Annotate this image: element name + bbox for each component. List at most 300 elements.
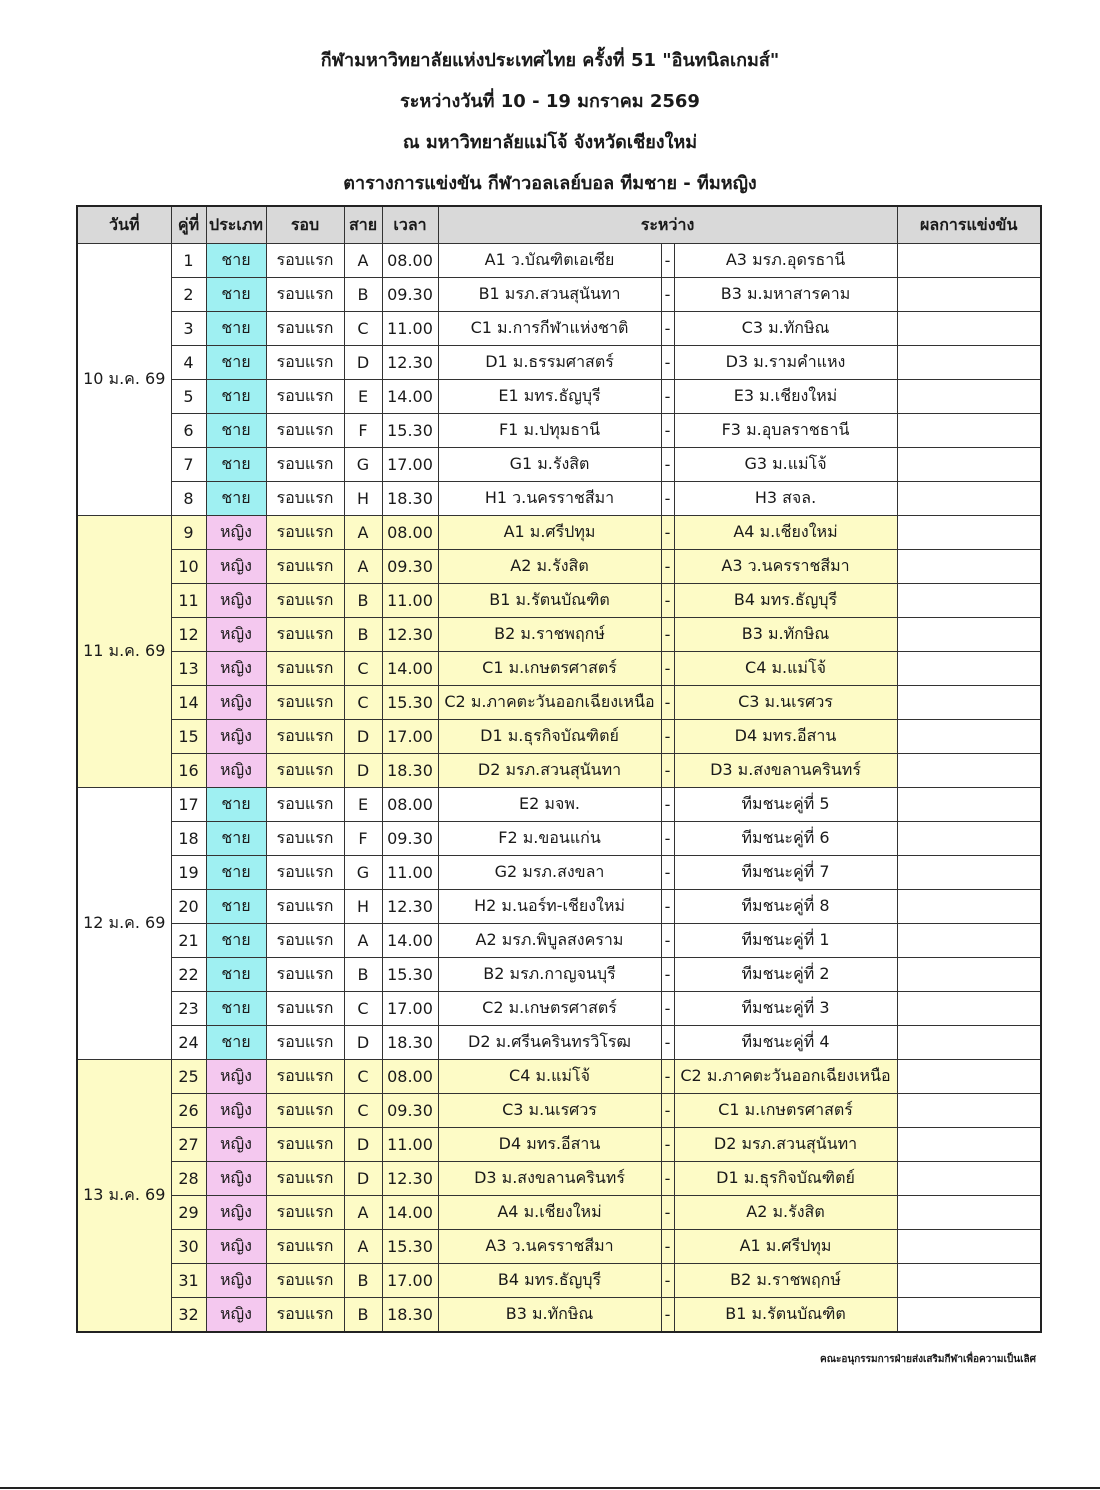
match-number: 31: [171, 1264, 206, 1298]
team-b: D1 ม.ธุรกิจบัณฑิตย์: [674, 1162, 897, 1196]
table-row: [77, 550, 1041, 584]
table-row: [77, 754, 1041, 788]
team-a: A2 ม.รังสิต: [438, 550, 661, 584]
gender-type: หญิง: [206, 550, 266, 584]
round-cell: รอบแรก: [266, 618, 344, 652]
time-cell: 12.30: [382, 346, 438, 380]
table-row: [77, 890, 1041, 924]
gender-type: หญิง: [206, 1196, 266, 1230]
table-row: [77, 380, 1041, 414]
pool-cell: E: [344, 788, 382, 822]
vs-separator: -: [661, 550, 674, 584]
pool-cell: C: [344, 312, 382, 346]
team-a: B1 มรภ.สวนสุนันทา: [438, 278, 661, 312]
pool-cell: G: [344, 856, 382, 890]
round-cell: รอบแรก: [266, 754, 344, 788]
match-number: 28: [171, 1162, 206, 1196]
team-a: D4 มทร.อีสาน: [438, 1128, 661, 1162]
time-cell: 15.30: [382, 414, 438, 448]
round-cell: รอบแรก: [266, 1060, 344, 1094]
result-cell[interactable]: [897, 754, 1041, 788]
date-cell: 13 ม.ค. 69: [77, 1060, 171, 1333]
match-number: 20: [171, 890, 206, 924]
time-cell: 17.00: [382, 992, 438, 1026]
vs-separator: -: [661, 924, 674, 958]
result-cell[interactable]: [897, 482, 1041, 516]
match-number: 29: [171, 1196, 206, 1230]
result-cell[interactable]: [897, 1230, 1041, 1264]
vs-separator: -: [661, 1128, 674, 1162]
result-cell[interactable]: [897, 1060, 1041, 1094]
gender-type: หญิง: [206, 1060, 266, 1094]
match-number: 3: [171, 312, 206, 346]
gender-type: หญิง: [206, 1264, 266, 1298]
match-number: 2: [171, 278, 206, 312]
match-number: 16: [171, 754, 206, 788]
result-cell[interactable]: [897, 1298, 1041, 1333]
time-cell: 09.30: [382, 278, 438, 312]
team-b: B3 ม.มหาสารคาม: [674, 278, 897, 312]
time-cell: 08.00: [382, 1060, 438, 1094]
team-a: D3 ม.สงขลานครินทร์: [438, 1162, 661, 1196]
team-a: C2 ม.ภาคตะวันออกเฉียงเหนือ: [438, 686, 661, 720]
pool-cell: A: [344, 924, 382, 958]
result-cell[interactable]: [897, 652, 1041, 686]
vs-separator: -: [661, 1162, 674, 1196]
pool-cell: F: [344, 414, 382, 448]
round-cell: รอบแรก: [266, 924, 344, 958]
vs-separator: -: [661, 346, 674, 380]
table-row: [77, 448, 1041, 482]
match-number: 24: [171, 1026, 206, 1060]
result-cell[interactable]: [897, 1128, 1041, 1162]
team-a: B1 ม.รัตนบัณฑิต: [438, 584, 661, 618]
team-b: A2 ม.รังสิต: [674, 1196, 897, 1230]
result-cell[interactable]: [897, 1162, 1041, 1196]
gender-type: ชาย: [206, 448, 266, 482]
time-cell: 11.00: [382, 584, 438, 618]
table-row: [77, 1128, 1041, 1162]
col-time: เวลา: [382, 206, 438, 244]
result-cell[interactable]: [897, 788, 1041, 822]
time-cell: 14.00: [382, 652, 438, 686]
round-cell: รอบแรก: [266, 856, 344, 890]
team-a: B2 มรภ.กาญจนบุรี: [438, 958, 661, 992]
vs-separator: -: [661, 1060, 674, 1094]
match-number: 17: [171, 788, 206, 822]
vs-separator: -: [661, 1230, 674, 1264]
time-cell: 18.30: [382, 754, 438, 788]
team-b: C3 ม.นเรศวร: [674, 686, 897, 720]
time-cell: 08.00: [382, 788, 438, 822]
title-games: กีฬามหาวิทยาลัยแห่งประเทศไทย ครั้งที่ 51 "อินทนิลเกมส์": [320, 50, 780, 71]
vs-separator: -: [661, 856, 674, 890]
time-cell: 12.30: [382, 890, 438, 924]
result-cell[interactable]: [897, 278, 1041, 312]
gender-type: หญิง: [206, 754, 266, 788]
pool-cell: D: [344, 346, 382, 380]
team-a: B2 ม.ราชพฤกษ์: [438, 618, 661, 652]
team-b: D3 ม.รามคำแหง: [674, 346, 897, 380]
team-b: G3 ม.แม่โจ้: [674, 448, 897, 482]
table-row: [77, 788, 1041, 822]
match-number: 18: [171, 822, 206, 856]
result-cell[interactable]: [897, 380, 1041, 414]
gender-type: ชาย: [206, 890, 266, 924]
team-a: F1 ม.ปทุมธานี: [438, 414, 661, 448]
round-cell: รอบแรก: [266, 1196, 344, 1230]
col-pool: สาย: [344, 206, 382, 244]
col-result: ผลการแข่งขัน: [897, 206, 1041, 244]
table-row: [77, 584, 1041, 618]
team-b: D4 มทร.อีสาน: [674, 720, 897, 754]
team-b: ทีมชนะคู่ที่ 7: [674, 856, 897, 890]
match-number: 1: [171, 244, 206, 278]
table-row: [77, 958, 1041, 992]
time-cell: 08.00: [382, 516, 438, 550]
pool-cell: H: [344, 890, 382, 924]
table-row: [77, 822, 1041, 856]
match-number: 30: [171, 1230, 206, 1264]
team-a: H1 ว.นครราชสีมา: [438, 482, 661, 516]
match-number: 21: [171, 924, 206, 958]
time-cell: 14.00: [382, 380, 438, 414]
gender-type: หญิง: [206, 618, 266, 652]
time-cell: 11.00: [382, 856, 438, 890]
result-cell[interactable]: [897, 618, 1041, 652]
gender-type: หญิง: [206, 1298, 266, 1333]
team-a: A3 ว.นครราชสีมา: [438, 1230, 661, 1264]
pool-cell: B: [344, 1264, 382, 1298]
pool-cell: E: [344, 380, 382, 414]
vs-separator: -: [661, 1094, 674, 1128]
gender-type: ชาย: [206, 346, 266, 380]
round-cell: รอบแรก: [266, 346, 344, 380]
result-cell[interactable]: [897, 346, 1041, 380]
vs-separator: -: [661, 686, 674, 720]
team-a: B4 มทร.ธัญบุรี: [438, 1264, 661, 1298]
vs-separator: -: [661, 652, 674, 686]
gender-type: หญิง: [206, 1128, 266, 1162]
round-cell: รอบแรก: [266, 1026, 344, 1060]
round-cell: รอบแรก: [266, 686, 344, 720]
team-a: A4 ม.เชียงใหม่: [438, 1196, 661, 1230]
vs-separator: -: [661, 822, 674, 856]
match-number: 9: [171, 516, 206, 550]
table-row: [77, 720, 1041, 754]
pool-cell: B: [344, 584, 382, 618]
time-cell: 17.00: [382, 1264, 438, 1298]
round-cell: รอบแรก: [266, 1264, 344, 1298]
team-a: C4 ม.แม่โจ้: [438, 1060, 661, 1094]
vs-separator: -: [661, 448, 674, 482]
title-dates: ระหว่างวันที่ 10 - 19 มกราคม 2569: [400, 91, 700, 112]
team-b: C3 ม.ทักษิณ: [674, 312, 897, 346]
match-number: 13: [171, 652, 206, 686]
pool-cell: C: [344, 652, 382, 686]
team-b: D3 ม.สงขลานครินทร์: [674, 754, 897, 788]
team-a: D2 มรภ.สวนสุนันทา: [438, 754, 661, 788]
date-cell: 10 ม.ค. 69: [77, 244, 171, 516]
time-cell: 18.30: [382, 482, 438, 516]
match-number: 15: [171, 720, 206, 754]
team-a: E2 มจพ.: [438, 788, 661, 822]
vs-separator: -: [661, 992, 674, 1026]
vs-separator: -: [661, 754, 674, 788]
time-cell: 14.00: [382, 924, 438, 958]
match-number: 5: [171, 380, 206, 414]
round-cell: รอบแรก: [266, 1230, 344, 1264]
result-cell[interactable]: [897, 244, 1041, 278]
gender-type: ชาย: [206, 380, 266, 414]
table-row: [77, 992, 1041, 1026]
gender-type: ชาย: [206, 312, 266, 346]
table-row: [77, 516, 1041, 550]
match-number: 22: [171, 958, 206, 992]
bottom-divider: [0, 1487, 1100, 1489]
round-cell: รอบแรก: [266, 1162, 344, 1196]
pool-cell: A: [344, 1196, 382, 1230]
gender-type: ชาย: [206, 244, 266, 278]
col-match: คู่ที่: [171, 206, 206, 244]
result-cell[interactable]: [897, 1264, 1041, 1298]
gender-type: ชาย: [206, 856, 266, 890]
pool-cell: C: [344, 1094, 382, 1128]
round-cell: รอบแรก: [266, 958, 344, 992]
team-b: D2 มรภ.สวนสุนันทา: [674, 1128, 897, 1162]
pool-cell: G: [344, 448, 382, 482]
team-b: C1 ม.เกษตรศาสตร์: [674, 1094, 897, 1128]
round-cell: รอบแรก: [266, 550, 344, 584]
pool-cell: D: [344, 754, 382, 788]
round-cell: รอบแรก: [266, 992, 344, 1026]
result-cell[interactable]: [897, 516, 1041, 550]
time-cell: 18.30: [382, 1026, 438, 1060]
time-cell: 09.30: [382, 1094, 438, 1128]
team-a: D2 ม.ศรีนครินทรวิโรฒ: [438, 1026, 661, 1060]
time-cell: 15.30: [382, 1230, 438, 1264]
gender-type: ชาย: [206, 822, 266, 856]
time-cell: 08.00: [382, 244, 438, 278]
vs-separator: -: [661, 584, 674, 618]
pool-cell: D: [344, 1026, 382, 1060]
pool-cell: C: [344, 686, 382, 720]
footer-committee: คณะอนุกรรมการฝ่ายส่งเสริมกีฬาเพื่อความเป็นเลิศ: [820, 1354, 1036, 1365]
col-type: ประเภท: [206, 206, 266, 244]
team-a: B3 ม.ทักษิณ: [438, 1298, 661, 1333]
title-schedule: ตารางการแข่งขัน กีฬาวอลเลย์บอล ทีมชาย - ทีมหญิง: [343, 173, 757, 194]
round-cell: รอบแรก: [266, 1128, 344, 1162]
team-b: ทีมชนะคู่ที่ 3: [674, 992, 897, 1026]
vs-separator: -: [661, 516, 674, 550]
round-cell: รอบแรก: [266, 312, 344, 346]
round-cell: รอบแรก: [266, 652, 344, 686]
vs-separator: -: [661, 414, 674, 448]
gender-type: หญิง: [206, 1094, 266, 1128]
vs-separator: -: [661, 244, 674, 278]
round-cell: รอบแรก: [266, 1298, 344, 1333]
col-between: ระหว่าง: [438, 206, 897, 244]
vs-separator: -: [661, 890, 674, 924]
gender-type: ชาย: [206, 992, 266, 1026]
table-row: [77, 1298, 1041, 1333]
match-number: 11: [171, 584, 206, 618]
team-a: A2 มรภ.พิบูลสงคราม: [438, 924, 661, 958]
team-b: B3 ม.ทักษิณ: [674, 618, 897, 652]
vs-separator: -: [661, 720, 674, 754]
gender-type: ชาย: [206, 788, 266, 822]
team-b: A3 มรภ.อุดรธานี: [674, 244, 897, 278]
document-header: [0, 40, 1100, 204]
vs-separator: -: [661, 1196, 674, 1230]
round-cell: รอบแรก: [266, 788, 344, 822]
round-cell: รอบแรก: [266, 482, 344, 516]
pool-cell: D: [344, 720, 382, 754]
result-cell[interactable]: [897, 414, 1041, 448]
team-b: C4 ม.แม่โจ้: [674, 652, 897, 686]
round-cell: รอบแรก: [266, 890, 344, 924]
pool-cell: A: [344, 550, 382, 584]
table-row: [77, 346, 1041, 380]
result-cell[interactable]: [897, 1094, 1041, 1128]
table-row: [77, 618, 1041, 652]
team-b: E3 ม.เชียงใหม่: [674, 380, 897, 414]
gender-type: หญิง: [206, 720, 266, 754]
gender-type: ชาย: [206, 958, 266, 992]
result-cell[interactable]: [897, 686, 1041, 720]
result-cell[interactable]: [897, 448, 1041, 482]
gender-type: ชาย: [206, 1026, 266, 1060]
table-row: [77, 652, 1041, 686]
table-row: [77, 482, 1041, 516]
match-number: 27: [171, 1128, 206, 1162]
team-a: C1 ม.การกีฬาแห่งชาติ: [438, 312, 661, 346]
team-b: F3 ม.อุบลราชธานี: [674, 414, 897, 448]
vs-separator: -: [661, 312, 674, 346]
result-cell[interactable]: [897, 992, 1041, 1026]
team-a: A1 ม.ศรีปทุม: [438, 516, 661, 550]
result-cell[interactable]: [897, 584, 1041, 618]
round-cell: รอบแรก: [266, 584, 344, 618]
round-cell: รอบแรก: [266, 244, 344, 278]
gender-type: หญิง: [206, 1230, 266, 1264]
vs-separator: -: [661, 618, 674, 652]
time-cell: 11.00: [382, 1128, 438, 1162]
result-cell[interactable]: [897, 924, 1041, 958]
vs-separator: -: [661, 1298, 674, 1333]
table-row: [77, 1196, 1041, 1230]
result-cell[interactable]: [897, 312, 1041, 346]
result-cell[interactable]: [897, 720, 1041, 754]
vs-separator: -: [661, 1026, 674, 1060]
result-cell[interactable]: [897, 1026, 1041, 1060]
time-cell: 09.30: [382, 822, 438, 856]
team-a: F2 ม.ขอนแก่น: [438, 822, 661, 856]
team-b: ทีมชนะคู่ที่ 8: [674, 890, 897, 924]
vs-separator: -: [661, 278, 674, 312]
gender-type: หญิง: [206, 516, 266, 550]
time-cell: 12.30: [382, 1162, 438, 1196]
team-b: C2 ม.ภาคตะวันออกเฉียงเหนือ: [674, 1060, 897, 1094]
team-a: D1 ม.ธุรกิจบัณฑิตย์: [438, 720, 661, 754]
gender-type: ชาย: [206, 924, 266, 958]
table-header-row: [77, 206, 1041, 244]
team-a: C1 ม.เกษตรศาสตร์: [438, 652, 661, 686]
gender-type: หญิง: [206, 686, 266, 720]
vs-separator: -: [661, 482, 674, 516]
result-cell[interactable]: [897, 822, 1041, 856]
pool-cell: H: [344, 482, 382, 516]
team-b: A3 ว.นครราชสีมา: [674, 550, 897, 584]
round-cell: รอบแรก: [266, 720, 344, 754]
table-row: [77, 1026, 1041, 1060]
time-cell: 17.00: [382, 720, 438, 754]
gender-type: ชาย: [206, 278, 266, 312]
pool-cell: A: [344, 1230, 382, 1264]
date-cell: 12 ม.ค. 69: [77, 788, 171, 1060]
round-cell: รอบแรก: [266, 822, 344, 856]
result-cell[interactable]: [897, 958, 1041, 992]
team-b: H3 สจล.: [674, 482, 897, 516]
match-number: 7: [171, 448, 206, 482]
match-number: 23: [171, 992, 206, 1026]
round-cell: รอบแรก: [266, 380, 344, 414]
pool-cell: B: [344, 958, 382, 992]
team-b: ทีมชนะคู่ที่ 5: [674, 788, 897, 822]
table-row: [77, 1162, 1041, 1196]
time-cell: 14.00: [382, 1196, 438, 1230]
gender-type: ชาย: [206, 482, 266, 516]
result-cell[interactable]: [897, 890, 1041, 924]
team-b: A4 ม.เชียงใหม่: [674, 516, 897, 550]
pool-cell: F: [344, 822, 382, 856]
table-row: [77, 686, 1041, 720]
team-b: B2 ม.ราชพฤกษ์: [674, 1264, 897, 1298]
time-cell: 11.00: [382, 312, 438, 346]
gender-type: หญิง: [206, 1162, 266, 1196]
result-cell[interactable]: [897, 856, 1041, 890]
table-row: [77, 856, 1041, 890]
col-date: วันที่: [77, 206, 171, 244]
team-b: ทีมชนะคู่ที่ 4: [674, 1026, 897, 1060]
gender-type: หญิง: [206, 584, 266, 618]
pool-cell: B: [344, 278, 382, 312]
gender-type: ชาย: [206, 414, 266, 448]
pool-cell: C: [344, 992, 382, 1026]
round-cell: รอบแรก: [266, 448, 344, 482]
team-a: C3 ม.นเรศวร: [438, 1094, 661, 1128]
match-number: 10: [171, 550, 206, 584]
match-number: 14: [171, 686, 206, 720]
pool-cell: A: [344, 516, 382, 550]
pool-cell: D: [344, 1162, 382, 1196]
match-number: 32: [171, 1298, 206, 1333]
table-row: [77, 1230, 1041, 1264]
title-venue: ณ มหาวิทยาลัยแม่โจ้ จังหวัดเชียงใหม่: [402, 132, 698, 153]
pool-cell: A: [344, 244, 382, 278]
schedule-table: [76, 205, 1042, 1333]
match-number: 25: [171, 1060, 206, 1094]
team-b: ทีมชนะคู่ที่ 2: [674, 958, 897, 992]
team-a: A1 ว.บัณฑิตเอเซีย: [438, 244, 661, 278]
result-cell[interactable]: [897, 1196, 1041, 1230]
pool-cell: B: [344, 618, 382, 652]
pool-cell: D: [344, 1128, 382, 1162]
vs-separator: -: [661, 1264, 674, 1298]
team-a: E1 มทร.ธัญบุรี: [438, 380, 661, 414]
result-cell[interactable]: [897, 550, 1041, 584]
team-a: D1 ม.ธรรมศาสตร์: [438, 346, 661, 380]
